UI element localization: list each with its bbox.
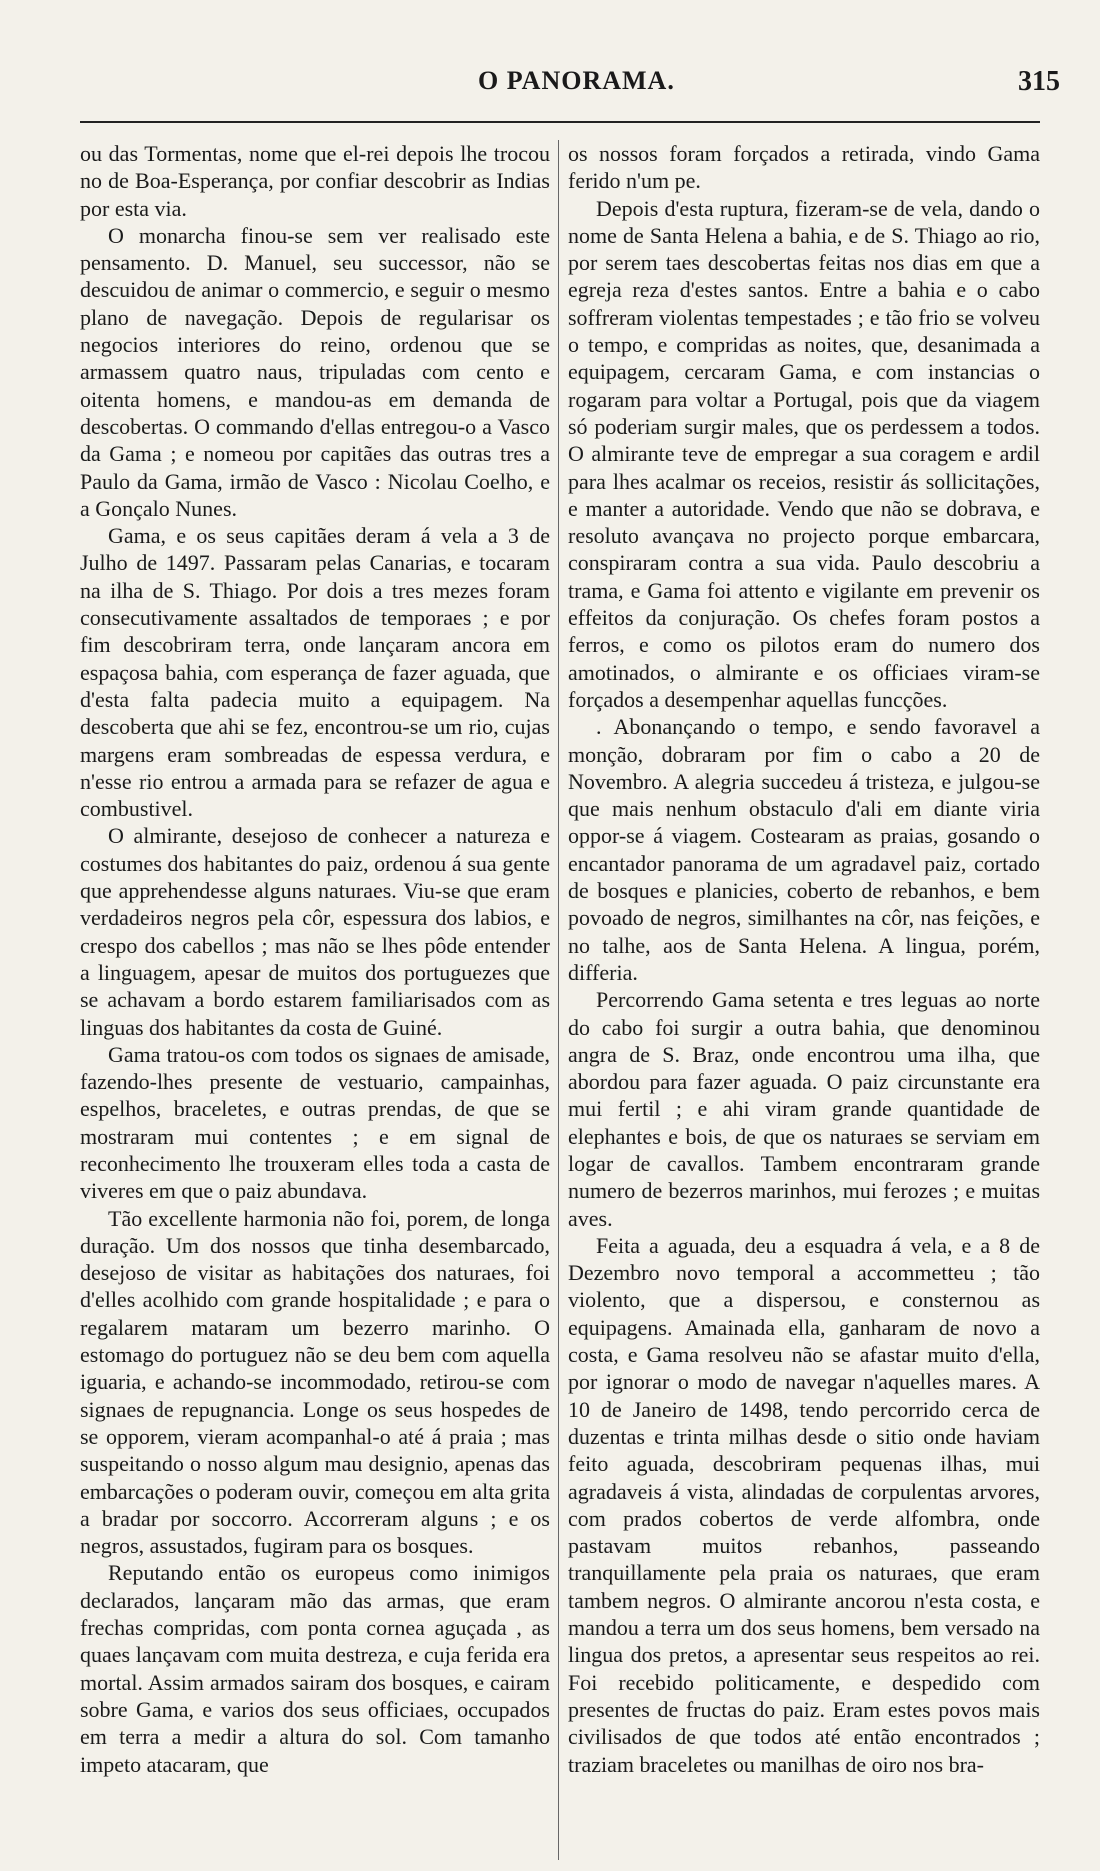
header-rule (80, 121, 1040, 123)
paragraph: Gama tratou-os com todos os signaes de amisade, fazendo-lhes presente de vestuario, campainhas, espelhos, braceletes, e outras prendas, de que se mostraram mui contentes ; e em signal de reconhecimento lhe trouxeram elles toda a casta de viveres em que o paiz abundava. (80, 1041, 550, 1204)
right-column (568, 140, 1040, 1778)
paragraph: O almirante, desejoso de conhecer a natureza e costumes dos habitantes do paiz, ordenou á sua gente que apprehendesse alguns naturaes. Viu-se que eram verdadeiros negros pela côr, espessura dos labios, e crespo dos cabellos ; mas não se lhes pôde entender a linguagem, apesar de muitos dos portuguezes que se achavam a bordo estarem familiarisados com as linguas dos habitantes da costa de Guiné. (80, 823, 550, 1040)
paragraph: ou das Tormentas, nome que el-rei depois lhe trocou no de Boa-Esperança, por confiar descobrir as Indias por esta via. (80, 141, 550, 221)
paragraph: Reputando então os europeus como inimigos declarados, lançaram mão das armas, que eram frechas compridas, com ponta cornea aguçada , as quaes lançavam com muita destreza, e cuja ferida era mortal. Assim armados sairam dos bosques, e cairam sobre Gama, e varios dos seus officiaes, occupados em terra a medir a altura do sol. Com tamanho impeto atacaram, que (80, 1560, 550, 1777)
page-header (0, 66, 1100, 106)
paragraph: os nossos foram forçados a retirada, vindo Gama ferido n'um pe. (568, 141, 1040, 194)
left-column (80, 140, 550, 1778)
paragraph: Tão excellente harmonia não foi, porem, de longa duração. Um dos nossos que tinha desembarcado, desejoso de visitar as habitações dos naturaes, foi d'elles acolhido com grande hospitalidade ; e para o regalarem mataram um bezerro marinho. O estomago do portuguez não se deu bem com aquella iguaria, e achando-se incommodado, retirou-se com signaes de repugnancia. Longe os seus hospedes de se opporem, vieram acompanhal-o até á praia ; mas suspeitando o nosso algum mau designio, apenas das embarcações o poderam ouvir, começou em alta grita a bradar por soccorro. Accorreram alguns ; e os negros, assustados, fugiram para os bosques. (80, 1205, 550, 1559)
paragraph: O monarcha finou-se sem ver realisado este pensamento. D. Manuel, seu successor, não se descuidou de animar o commercio, e seguir o mesmo plano de navegação. Depois de regularisar os negocios interiores do reino, ordenou que se armassem quatro naus, tripuladas com cento e oitenta homens, e mandou-as em demanda de descobertas. O commando d'ellas entregou-o a Vasco da Gama ; e nomeou por capitães das outras tres a Paulo da Gama, irmão de Vasco : Nicolau Coelho, e a Gonçalo Nunes. (80, 222, 550, 521)
paragraph: Gama, e os seus capitães deram á vela a 3 de Julho de 1497. Passaram pelas Canarias, e tocaram na ilha de S. Thiago. Por dois a tres mezes foram consecutivamente assaltados de temporaes ; e por fim descobriram terra, onde lançaram ancora em espaçosa bahia, com esperança de fazer aguada, que d'esta falta padecia muito a equipagem. Na descoberta que ahi se fez, encontrou-se um rio, cujas margens eram sombreadas de espessa verdura, e n'esse rio entrou a armada para se refazer de agua e combustivel. (80, 523, 550, 822)
page-title: O PANORAMA. (478, 66, 675, 95)
column-divider (558, 140, 559, 1860)
paragraph: Depois d'esta ruptura, fizeram-se de vela, dando o nome de Santa Helena a bahia, e de S. Thiago ao rio, por serem taes descobertas feitas nos dias em que a egreja reza d'estes santos. Entre a bahia e o cabo soffreram violentas tempestades ; e tão frio se volveu o tempo, e compridas as noites, que, desanimada a equipagem, cercaram Gama, e com instancias o rogaram para voltar a Portugal, pois que da viagem só poderiam surgir males, que os perdessem a todos. O almirante teve de empregar a sua coragem e ardil para lhes acalmar os receios, resistir ás sollicitações, e manter a autoridade. Vendo que não se dobrava, e resoluto avançava no projecto porque embarcara, conspiraram contra a sua vida. Paulo descobriu a trama, e Gama foi attento e vigilante em prevenir os effeitos da conjuração. Os chefes foram postos a ferros, e como os pilotos eram do numero dos amotinados, o almirante e os officiaes viram-se forçados a desempenhar aquellas funcções. (568, 195, 1040, 712)
paragraph: Feita a aguada, deu a esquadra á vela, e a 8 de Dezembro novo temporal a accommetteu ; tão violento, que a dispersou, e consternou as equipagens. Amainada ella, ganharam de novo a costa, e Gama resolveu não se afastar muito d'ella, por ignorar o modo de navegar n'aquelles mares. A 10 de Janeiro de 1498, tendo percorrido cerca de duzentas e trinta milhas desde o sitio onde haviam feito aguada, descobriram pequenas ilhas, mui agradaveis á vista, alindadas de corpulentas arvores, com prados cobertos de verde alfombra, onde pastavam muitos rebanhos, passeando tranquillamente pela praia os naturaes, que eram tambem negros. O almirante ancorou n'esta costa, e mandou a terra um dos seus homens, bem versado na lingua dos pretos, a apresentar seus respeitos ao rei. Foi recebido politicamente, e despedido com presentes de fructas do paiz. Eram estes povos mais civilisados de que todos até então encontrados ; traziam braceletes ou manilhas de oiro nos bra- (568, 1232, 1040, 1777)
paragraph: Percorrendo Gama setenta e tres leguas ao norte do cabo foi surgir a outra bahia, que denominou angra de S. Braz, onde encontrou uma ilha, que abordou para fazer aguada. O paiz circunstante era mui fertil ; e ahi viram grande quantidade de elephantes e bois, de que os naturaes se serviam em logar de cavallos. Tambem encontraram grande numero de bezerros marinhos, mui ferozes ; e muitas aves. (568, 987, 1040, 1231)
page-number: 315 (1018, 66, 1060, 97)
paragraph: . Abonançando o tempo, e sendo favoravel a monção, dobraram por fim o cabo a 20 de Novembro. A alegria succedeu á tristeza, e julgou-se que mais nenhum obstaculo d'ali em diante viria oppor-se á viagem. Costearam as praias, gosando o encantador panorama de um agradavel paiz, cortado de bosques e planicies, coberto de rebanhos, e bem povoado de negros, similhantes na côr, nas feições, e no talhe, aos de Santa Helena. A lingua, porém, differia. (568, 714, 1040, 985)
